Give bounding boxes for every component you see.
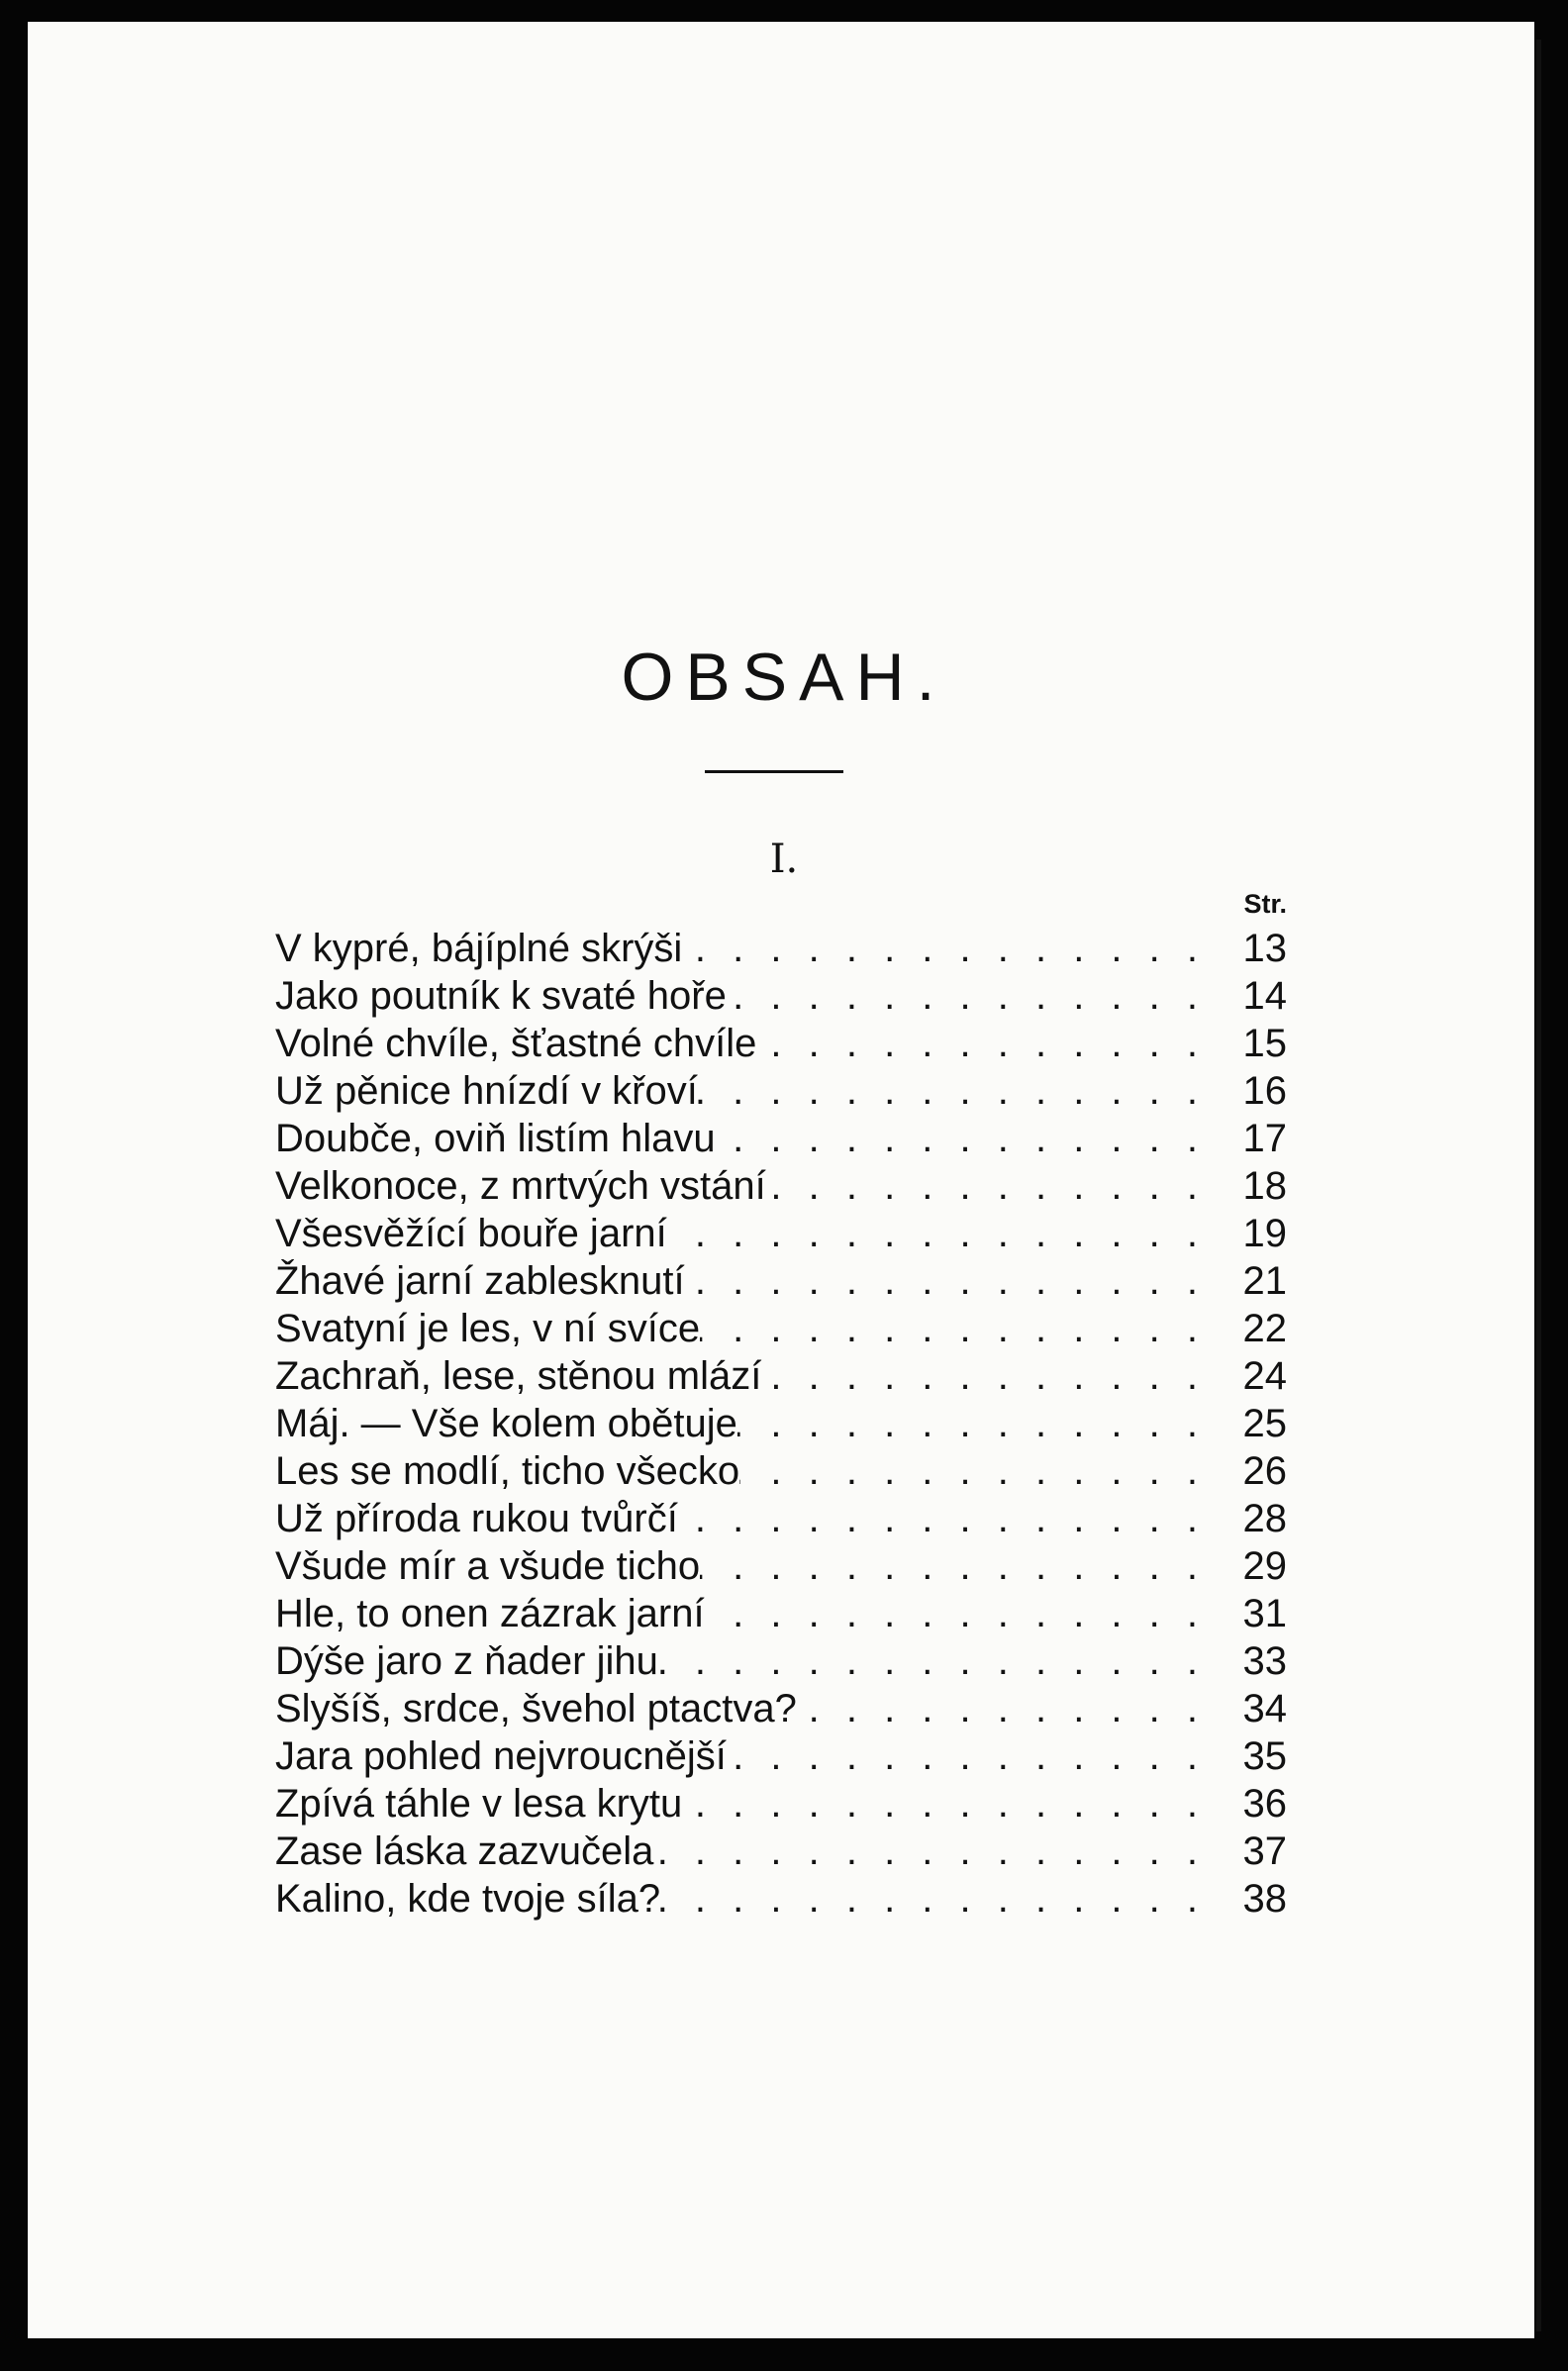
toc-entry-title: Velkonoce, z mrtvých vstání [275, 1164, 766, 1208]
toc-entry-page: 21 [1242, 1259, 1287, 1303]
toc-entry-page: 15 [1242, 1022, 1287, 1065]
toc-entry-title: Hle, to onen zázrak jarní [275, 1592, 705, 1635]
toc-entry [275, 1259, 1287, 1307]
toc-entry-title: Doubče, oviň listím hlavu [275, 1117, 716, 1160]
toc-entry-page: 38 [1242, 1877, 1287, 1921]
page-edge-line [1536, 40, 1541, 2331]
toc-entry-title: Zase láska zazvučela [275, 1829, 654, 1873]
toc-entry [275, 1734, 1287, 1782]
leader-dots [653, 1829, 1225, 1874]
toc-entry-title: Kalino, kde tvoje síla? [275, 1877, 661, 1921]
toc-entry-title: Dýše jaro z ňader jihu [275, 1639, 658, 1683]
toc-entry [275, 1022, 1287, 1069]
toc-entry [275, 1877, 1287, 1925]
toc-entry [275, 1117, 1287, 1164]
leader-dots [716, 1117, 1225, 1161]
toc-entry-title: Všude mír a všude ticho [275, 1544, 701, 1588]
table-of-contents [275, 927, 1287, 1925]
toc-entry-page: 17 [1242, 1117, 1287, 1160]
toc-entry-page: 26 [1242, 1449, 1287, 1493]
toc-entry [275, 1782, 1287, 1829]
toc-entry-title: Máj. — Vše kolem obětuje [275, 1402, 737, 1445]
page-column-label: Str. [1243, 889, 1287, 919]
toc-entry-page: 24 [1242, 1354, 1287, 1398]
leader-dots [700, 1544, 1225, 1589]
toc-entry-page: 28 [1242, 1497, 1287, 1540]
toc-entry-page: 19 [1242, 1212, 1287, 1255]
leader-dots [682, 1782, 1225, 1827]
toc-entry [275, 927, 1287, 974]
leader-dots [660, 1877, 1225, 1922]
toc-entry [275, 1687, 1287, 1734]
toc-entry [275, 1354, 1287, 1402]
toc-entry [275, 1164, 1287, 1212]
toc-entry-page: 16 [1242, 1069, 1287, 1113]
leader-dots [705, 1592, 1225, 1636]
leader-dots [685, 1259, 1225, 1304]
toc-entry-title: V kypré, bájíplné skrýši [275, 927, 683, 970]
leader-dots [698, 1069, 1225, 1114]
leader-dots [739, 1449, 1225, 1494]
leader-dots [658, 1639, 1225, 1684]
toc-entry-title: Slyšíš, srdce, švehol ptactva? [275, 1687, 797, 1730]
section-number: I. [769, 837, 799, 882]
toc-entry [275, 1639, 1287, 1687]
toc-entry-page: 14 [1242, 974, 1287, 1018]
toc-entry-page: 25 [1242, 1402, 1287, 1445]
toc-entry-page: 35 [1242, 1734, 1287, 1778]
toc-entry-page: 33 [1242, 1639, 1287, 1683]
leader-dots [797, 1687, 1225, 1731]
page-title: OBSAH. [621, 640, 947, 715]
toc-entry-page: 29 [1242, 1544, 1287, 1588]
toc-entry-page: 18 [1242, 1164, 1287, 1208]
toc-entry-title: Les se modlí, ticho všecko [275, 1449, 740, 1493]
toc-entry-title: Zpívá táhle v lesa krytu [275, 1782, 683, 1826]
title-rule [705, 770, 843, 773]
toc-entry [275, 1544, 1287, 1592]
toc-entry [275, 1069, 1287, 1117]
toc-entry-page: 37 [1242, 1829, 1287, 1873]
toc-entry [275, 1212, 1287, 1259]
toc-entry [275, 1402, 1287, 1449]
toc-entry-title: Volné chvíle, šťastné chvíle [275, 1022, 757, 1065]
leader-dots [700, 1307, 1225, 1351]
leader-dots [761, 1354, 1225, 1399]
toc-entry [275, 1829, 1287, 1877]
toc-entry-page: 13 [1242, 927, 1287, 970]
toc-entry-page: 31 [1242, 1592, 1287, 1635]
toc-entry-title: Už pěnice hnízdí v křoví [275, 1069, 698, 1113]
toc-entry [275, 1497, 1287, 1544]
toc-entry-page: 36 [1242, 1782, 1287, 1826]
leader-dots [766, 1164, 1225, 1209]
toc-entry-title: Jako poutník k svaté hoře [275, 974, 727, 1018]
leader-dots [737, 1402, 1225, 1446]
toc-entry-title: Zachraň, lese, stěnou mlází [275, 1354, 762, 1398]
toc-entry [275, 974, 1287, 1022]
leader-dots [682, 927, 1225, 971]
toc-entry [275, 1307, 1287, 1354]
leader-dots [756, 1022, 1225, 1066]
leader-dots [678, 1497, 1225, 1541]
toc-entry-title: Už příroda rukou tvůrčí [275, 1497, 678, 1540]
toc-entry-title: Svatyní je les, v ní svíce [275, 1307, 701, 1350]
toc-entry-page: 22 [1242, 1307, 1287, 1350]
toc-entry-title: Všesvěžící bouře jarní [275, 1212, 667, 1255]
leader-dots [667, 1212, 1225, 1256]
leader-dots [727, 1734, 1225, 1779]
toc-entry-title: Jara pohled nejvroucnější [275, 1734, 727, 1778]
toc-entry-page: 34 [1242, 1687, 1287, 1730]
toc-entry [275, 1592, 1287, 1639]
toc-entry [275, 1449, 1287, 1497]
toc-entry-title: Žhavé jarní zablesknutí [275, 1259, 685, 1303]
leader-dots [727, 974, 1225, 1019]
